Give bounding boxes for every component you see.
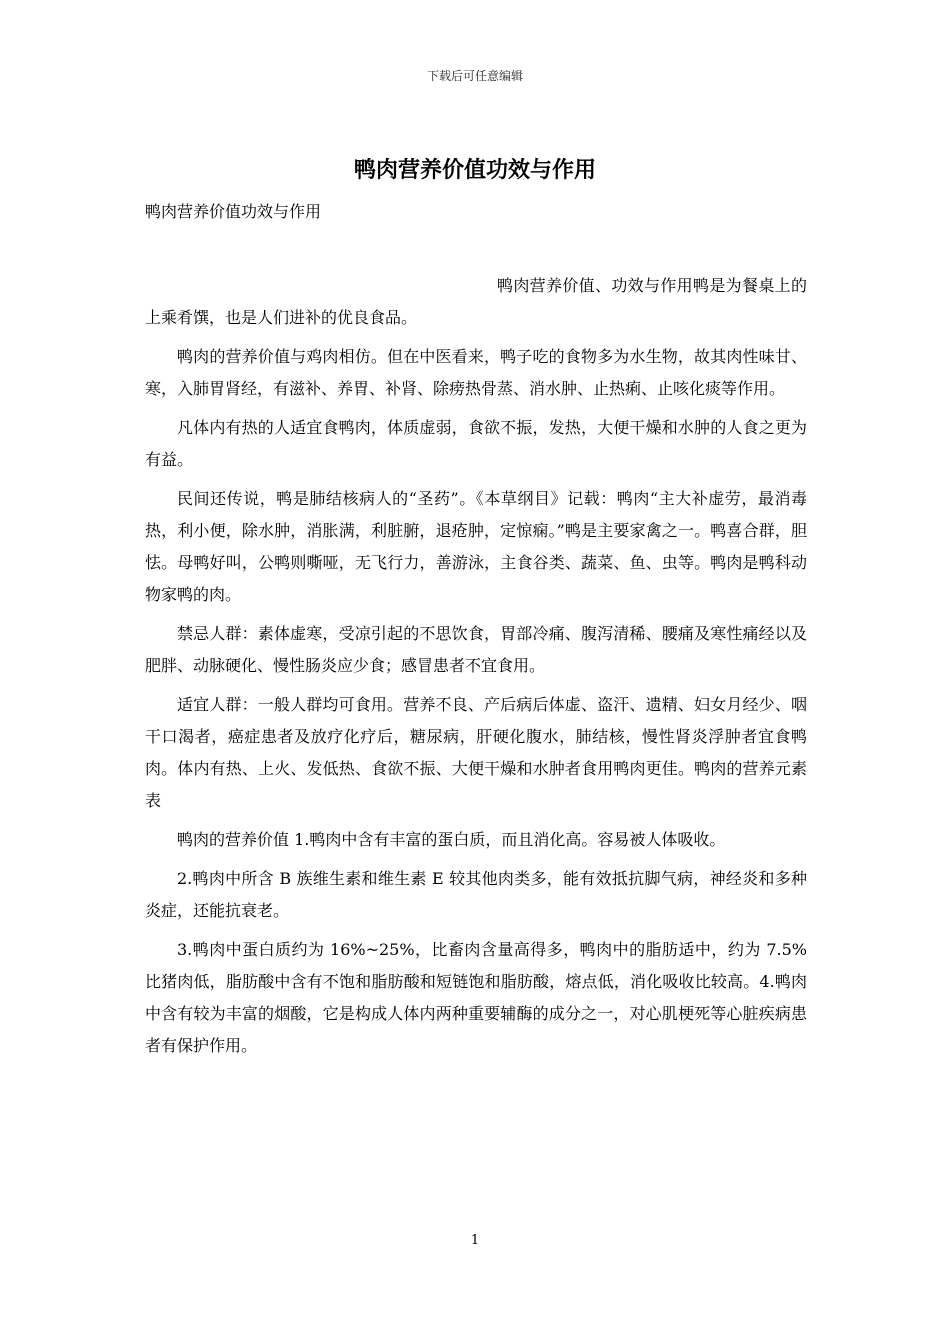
paragraph-value-1: 鸭肉的营养价值 1.鸭肉中含有丰富的蛋白质，而且消化高。容易被人体吸收。 — [177, 830, 726, 849]
document-body — [145, 270, 807, 1069]
paragraph-intro: 鸭肉营养价值、功效与作用鸭是为餐桌上的上乘肴馔，也是人们进补的优良食品。 — [145, 276, 807, 327]
paragraph-contraindications: 禁忌人群：素体虚寒，受凉引起的不思饮食，胃部冷痛、腹泻清稀、腰痛及寒性痛经以及肥胖、动脉硬化、慢性肠炎应少食；感冒患者不宜食用。 — [145, 624, 807, 675]
document-title: 鸭肉营养价值功效与作用 — [353, 157, 596, 183]
paragraph-folklore: 民间还传说，鸭是肺结核病人的“圣药”。《本草纲目》记载：鸭肉“主大补虚劳，最消毒热，利小便，除水肿，消胀满，利脏腑，退疮肿，定惊痫。”鸭是主要家禽之一。鸭喜合群，胆怯。母鸭好叫，公鸭则嘶哑，无飞行力，善游泳，主食谷类、蔬菜、鱼、虫等。鸭肉是鸭科动物家鸭的肉。 — [145, 489, 807, 604]
paragraph-suitable-heat: 凡体内有热的人适宜食鸭肉，体质虚弱，食欲不振，发热，大便干燥和水肿的人食之更为有益。 — [145, 418, 807, 469]
paragraph-nutrition-tcm: 鸭肉的营养价值与鸡肉相仿。但在中医看来，鸭子吃的食物多为水生物，故其肉性味甘、寒，入肺胃肾经，有滋补、养胃、补肾、除痨热骨蒸、消水肿、止热痢、止咳化痰等作用。 — [145, 347, 807, 398]
paragraph-value-3-4: 3.鸭肉中蛋白质约为 16%~25%，比畜肉含量高得多，鸭肉中的脂肪适中，约为 7.5%比猪肉低，脂肪酸中含有不饱和脂肪酸和短链饱和脂肪酸，熔点低，消化吸收比较高。4.鸭肉中含有较为丰富的烟酸，它是构成人体内两种重要辅酶的成分之一，对心肌梗死等心脏疾病患者有保护作用。 — [145, 940, 807, 1055]
paragraph-suitable-groups: 适宜人群：一般人群均可食用。营养不良、产后病后体虚、盗汗、遗精、妇女月经少、咽干口渴者，癌症患者及放疗化疗后，糖尿病，肝硬化腹水，肺结核，慢性肾炎浮肿者宜食鸭肉。体内有热、上火、发低热、食欲不振、大便干燥和水肿者食用鸭肉更佳。鸭肉的营养元素表 — [145, 695, 807, 810]
page-number: 1 — [470, 1233, 480, 1248]
header-note: 下载后可任意编辑 — [426, 69, 523, 83]
paragraph-value-2: 2.鸭肉中所含 B 族维生素和维生素 E 较其他肉类多，能有效抵抗脚气病，神经炎和多种炎症，还能抗衰老。 — [145, 869, 807, 920]
document-subtitle: 鸭肉营养价值功效与作用 — [145, 202, 322, 221]
